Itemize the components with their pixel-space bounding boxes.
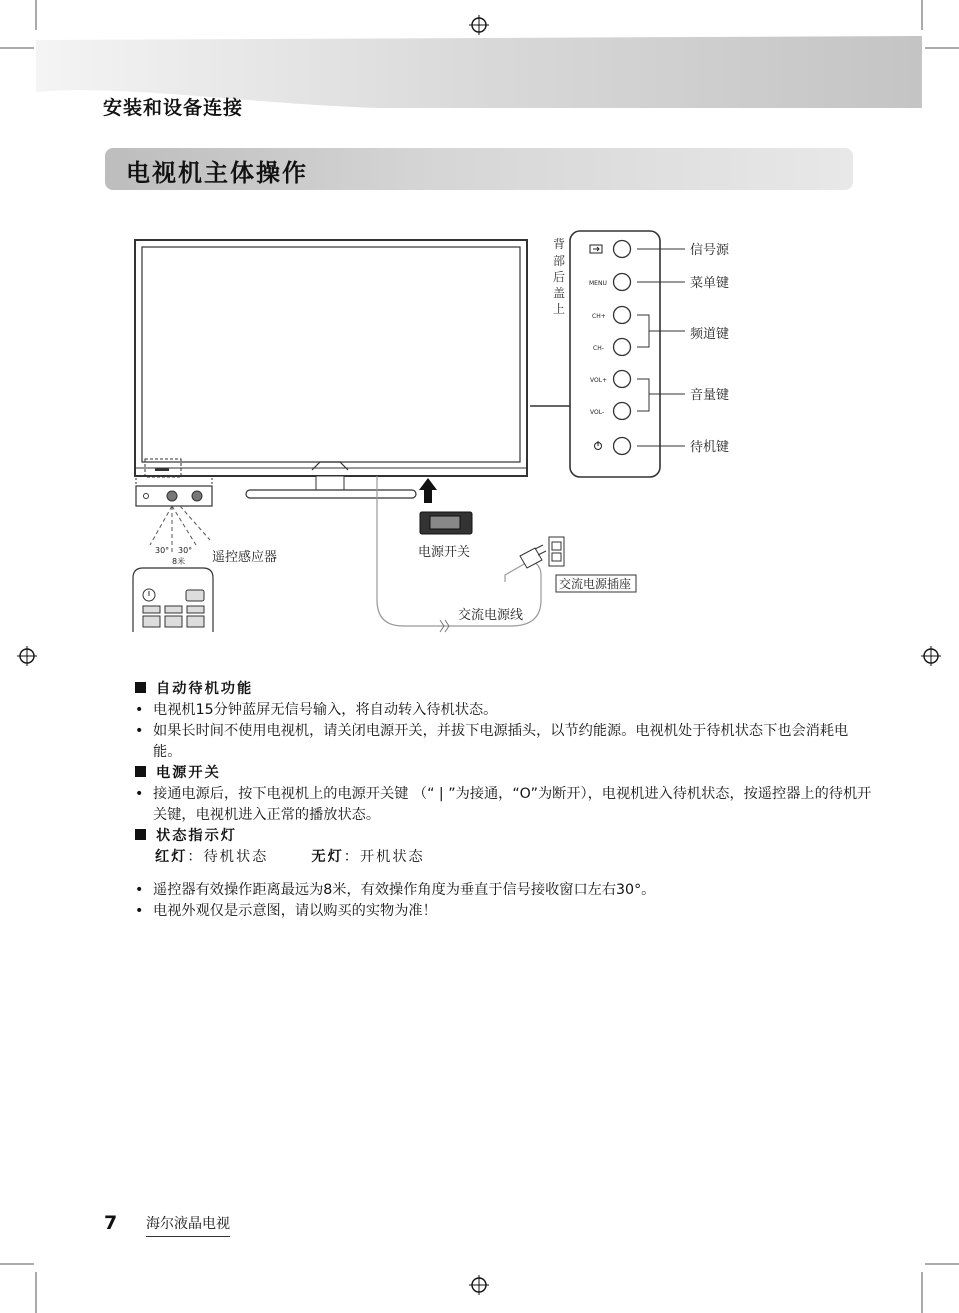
- side-control-panel: [570, 231, 660, 477]
- section-label: 安装和设备连接: [103, 97, 244, 119]
- ac-outlet-label: 交流电源插座: [559, 577, 632, 591]
- back-cover-char-5: 上: [553, 302, 566, 316]
- source-callout: 信号源: [690, 243, 730, 258]
- vol-minus-button: [614, 403, 631, 420]
- page-number: 7: [104, 1212, 118, 1234]
- ch-minus-label: CH-: [593, 345, 604, 352]
- volume-callout: 音量键: [690, 388, 730, 403]
- instructions: [135, 679, 875, 922]
- sensor-angle-right: 30°: [178, 546, 193, 555]
- back-cover-char-2: 部: [553, 254, 566, 268]
- back-cover-char-1: 背: [553, 237, 566, 251]
- vol-plus-button: [614, 371, 631, 388]
- list-item: • 电视机15分钟蓝屏无信号输入，将自动转入待机状态。: [135, 702, 498, 718]
- vol-plus-label: VOL+: [590, 377, 608, 384]
- menu-button: [614, 274, 631, 291]
- menu-button-label: MENU: [589, 280, 607, 287]
- ch-plus-label: CH+: [592, 313, 606, 320]
- tv-stand-base: [246, 490, 416, 498]
- menu-callout: 菜单键: [690, 276, 730, 291]
- sensor-label: 遥控感应器: [212, 550, 278, 565]
- vol-minus-label: VOL-: [590, 409, 605, 416]
- standby-callout: 待机键: [690, 440, 730, 455]
- power-switch-heading: 电源开关: [135, 763, 875, 784]
- ac-outlet-icon: [549, 537, 564, 566]
- ch-minus-button: [614, 339, 631, 356]
- ch-plus-button: [614, 307, 631, 324]
- sensor-distance: 8米: [172, 557, 186, 566]
- power-arrow-icon: [419, 478, 437, 503]
- channel-callout: 频道键: [690, 327, 730, 342]
- power-switch-label: 电源开关: [418, 545, 471, 560]
- registration-mark-right: [921, 646, 941, 666]
- back-cover-char-3: 后: [553, 270, 566, 284]
- footer-crop-marks: [0, 1250, 959, 1313]
- footer-brand: 海尔液晶电视: [146, 1213, 230, 1237]
- auto-standby-heading: 自动待机功能: [135, 679, 875, 700]
- list-item: • 电视外观仅是示意图，请以购买的实物为准！: [135, 903, 437, 919]
- registration-mark-left: [17, 646, 37, 666]
- status-light-heading: 状态指示灯: [135, 826, 875, 847]
- tv-screen: [142, 247, 520, 462]
- list-item: • 接通电源后，按下电视机上的电源开关键 （“ | ”为接通，“O”为断开），电视机进入待机状态，按遥控器上的待机开关键，电视机进入正常的播放状态。: [135, 786, 872, 823]
- list-item: • 如果长时间不使用电视机，请关闭电源开关，并拔下电源插头，以节约能源。电视机处于待机状态下也会消耗电能。: [135, 723, 849, 760]
- list-item: • 遥控器有效操作距离最远为8米，有效操作角度为垂直于信号接收窗口左右30°。: [135, 882, 656, 898]
- sensor-angle-left: 30°: [155, 546, 170, 555]
- source-button: [614, 241, 631, 258]
- back-cover-char-4: 盖: [553, 286, 566, 300]
- status-light-values: 红灯：待机状态 无灯：开机状态: [155, 849, 425, 865]
- page-title: 电视机主体操作: [126, 159, 308, 187]
- ac-cord-label: 交流电源线: [458, 608, 524, 623]
- standby-button: [614, 438, 631, 455]
